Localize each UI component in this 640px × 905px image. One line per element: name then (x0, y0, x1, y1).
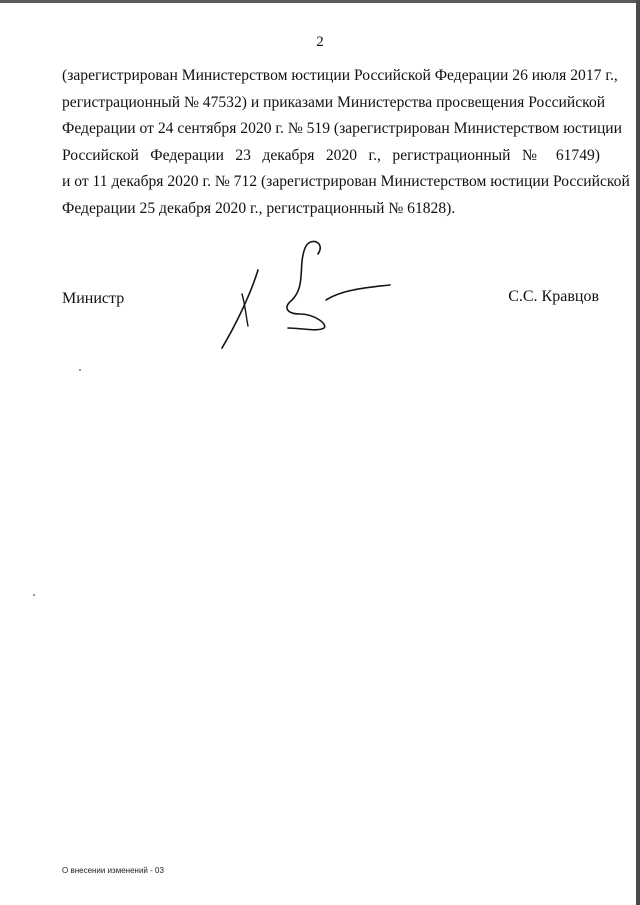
paragraph-line: Российской Федерации 23 декабря 2020 г., регистрационный № 61749) (62, 146, 600, 164)
scan-top-edge (0, 0, 640, 3)
paragraph-line: Федерации 25 декабря 2020 г., регистрационный № 61828). (62, 199, 456, 217)
handwritten-signature (210, 236, 400, 356)
paragraph-line: регистрационный № 47532) и приказами Министерства просвещения Российской (62, 93, 606, 111)
footer-document-code: О внесении изменений - 03 (62, 866, 164, 875)
body-paragraph (62, 63, 630, 223)
paragraph-line: Федерации от 24 сентября 2020 г. № 519 (зарегистрирован Министерством юстиции (62, 120, 622, 138)
page-number: 2 (316, 34, 324, 50)
scan-right-edge (636, 0, 640, 905)
signatory-name: С.С. Кравцов (508, 288, 599, 305)
paragraph-line: (зарегистрирован Министерством юстиции Российской Федерации 26 июля 2017 г., (62, 67, 618, 84)
scan-speck (33, 594, 35, 596)
paragraph-line: и от 11 декабря 2020 г. № 712 (зарегистрирован Министерством юстиции Российской (62, 173, 630, 191)
signatory-title: Министр (62, 290, 125, 307)
scan-speck (79, 369, 81, 371)
